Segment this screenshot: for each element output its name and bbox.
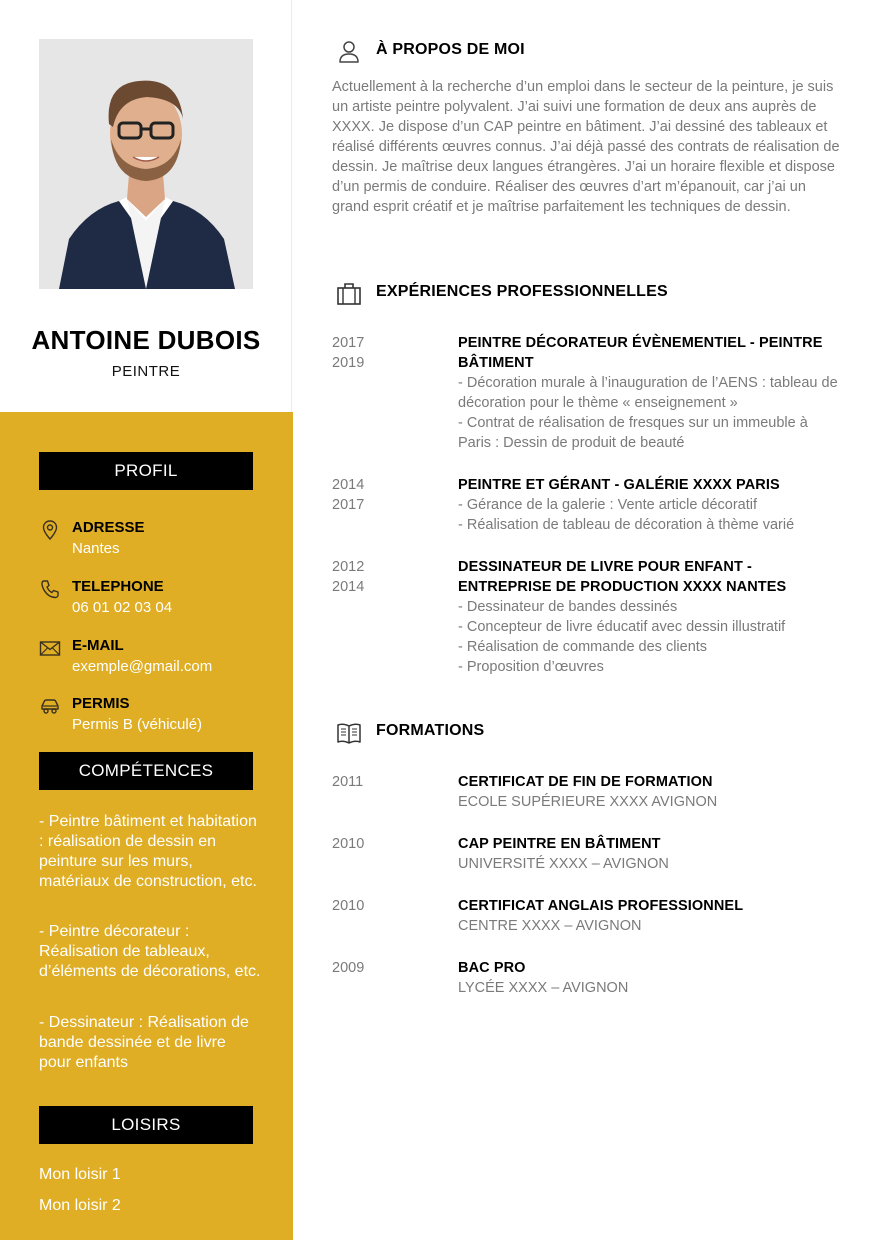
briefcase-icon <box>336 281 362 307</box>
education-degree: BAC PRO <box>458 960 526 976</box>
education-entry <box>458 958 843 998</box>
education-year: 2009 <box>332 960 365 976</box>
experience-detail: - Gérance de la galerie : Vente article décoratif <box>458 497 758 513</box>
profil-header: PROFIL <box>39 452 253 490</box>
portrait-illustration <box>39 39 253 289</box>
experience-years <box>332 475 364 515</box>
hobby-item: Mon loisir 2 <box>39 1197 121 1214</box>
experience-detail: - Dessinateur de bandes dessinés <box>458 599 678 615</box>
book-icon <box>336 720 362 746</box>
experience-job-title: PEINTRE ET GÉRANT - GALÉRIE XXXX PARIS <box>458 477 780 493</box>
phone-icon <box>39 578 61 600</box>
education-school: UNIVERSITÉ XXXX – AVIGNON <box>458 856 669 872</box>
car-icon <box>39 695 61 717</box>
education-entry <box>458 772 843 812</box>
education-entry <box>458 834 843 874</box>
hobby-item: Mon loisir 1 <box>39 1166 121 1183</box>
year-end: 2019 <box>332 355 365 371</box>
education-degree: CERTIFICAT DE FIN DE FORMATION <box>458 774 713 790</box>
education-year: 2010 <box>332 898 365 914</box>
user-icon <box>336 38 362 64</box>
experience-detail: - Contrat de réalisation de fresques sur un immeuble à Paris : Dessin de produit de beauté <box>458 415 808 451</box>
experience-job-title: PEINTRE DÉCORATEUR ÉVÈNEMENTIEL - PEINTRE BÂTIMENT <box>458 335 823 371</box>
experience-years <box>332 557 364 597</box>
experience-detail: - Réalisation de tableau de décoration à thème varié <box>458 517 795 533</box>
experience-entry <box>458 557 843 677</box>
education-entry <box>458 896 843 936</box>
contact-label: ADRESSE <box>72 519 145 536</box>
experience-entry <box>458 333 843 453</box>
candidate-name: ANTOINE DUBOIS <box>31 325 261 355</box>
mail-icon <box>39 637 61 659</box>
experience-detail: - Décoration murale à l’inauguration de l’AENS : tableau de décoration pour le thème « enseignement » <box>458 375 838 411</box>
year-end: 2014 <box>332 579 365 595</box>
skill-item: - Peintre décorateur : Réalisation de tableaux, d’éléments de décorations, etc. <box>39 923 261 980</box>
skills-header: COMPÉTENCES <box>39 752 253 790</box>
contact-value: 06 01 02 03 04 <box>72 599 173 616</box>
education-degree: CERTIFICAT ANGLAIS PROFESSIONNEL <box>458 898 744 914</box>
location-pin-icon <box>39 519 61 541</box>
experience-detail: - Concepteur de livre éducatif avec dessin illustratif <box>458 619 786 635</box>
contact-label: PERMIS <box>72 695 130 712</box>
skill-item: - Peintre bâtiment et habitation : réalisation de dessin en peinture sur les murs, matériaux de construction, etc. <box>39 813 257 890</box>
education-title: FORMATIONS <box>376 722 485 739</box>
contact-value: Nantes <box>72 540 120 557</box>
skill-item: - Dessinateur : Réalisation de bande dessinée et de livre pour enfants <box>39 1014 249 1071</box>
experience-years <box>332 333 364 373</box>
profile-photo <box>39 39 253 289</box>
about-paragraph: Actuellement à la recherche d’un emploi dans le secteur de la peinture, je suis un artiste peintre polyvalent. J’ai suivi une formation de deux ans auprès de XXXX. Je dispose d’un CAP peintre en bâtiment. J’ai dessiné des tableaux et réalisé différents œuvres connus. J’ai déjà passé des contrats de réalisation de dessin. Je maîtrise deux langues étrangères. J’ai un horaire flexible et dispose d’un permis de conduire. Réaliser des œuvres d’art m’épanouit, car j’ai un grand esprit créatif et je maîtrise parfaitement les techniques de dessin. <box>332 79 840 215</box>
about-text <box>332 77 840 217</box>
year-start: 2012 <box>332 559 365 575</box>
education-school: CENTRE XXXX – AVIGNON <box>458 918 642 934</box>
education-school: ECOLE SUPÉRIEURE XXXX AVIGNON <box>458 794 718 810</box>
education-year: 2011 <box>332 774 364 790</box>
experience-title: EXPÉRIENCES PROFESSIONNELLES <box>376 283 668 300</box>
education-degree: CAP PEINTRE EN BÂTIMENT <box>458 836 661 852</box>
contact-value: Permis B (véhiculé) <box>72 716 203 733</box>
experience-detail: - Proposition d’œuvres <box>458 659 604 675</box>
experience-entry <box>458 475 843 535</box>
education-year: 2010 <box>332 836 365 852</box>
hobbies-header: LOISIRS <box>39 1106 253 1144</box>
contact-label: E-MAIL <box>72 637 124 654</box>
year-start: 2017 <box>332 335 365 351</box>
contact-value: exemple@gmail.com <box>72 658 213 675</box>
experience-detail: - Réalisation de commande des clients <box>458 639 708 655</box>
year-start: 2014 <box>332 477 365 493</box>
education-school: LYCÉE XXXX – AVIGNON <box>458 980 629 996</box>
year-end: 2017 <box>332 497 365 513</box>
about-title: À PROPOS DE MOI <box>376 41 525 58</box>
job-title: PEINTRE <box>111 363 181 380</box>
experience-job-title: DESSINATEUR DE LIVRE POUR ENFANT - ENTREPRISE DE PRODUCTION XXXX NANTES <box>458 559 787 595</box>
contact-label: TELEPHONE <box>72 578 164 595</box>
